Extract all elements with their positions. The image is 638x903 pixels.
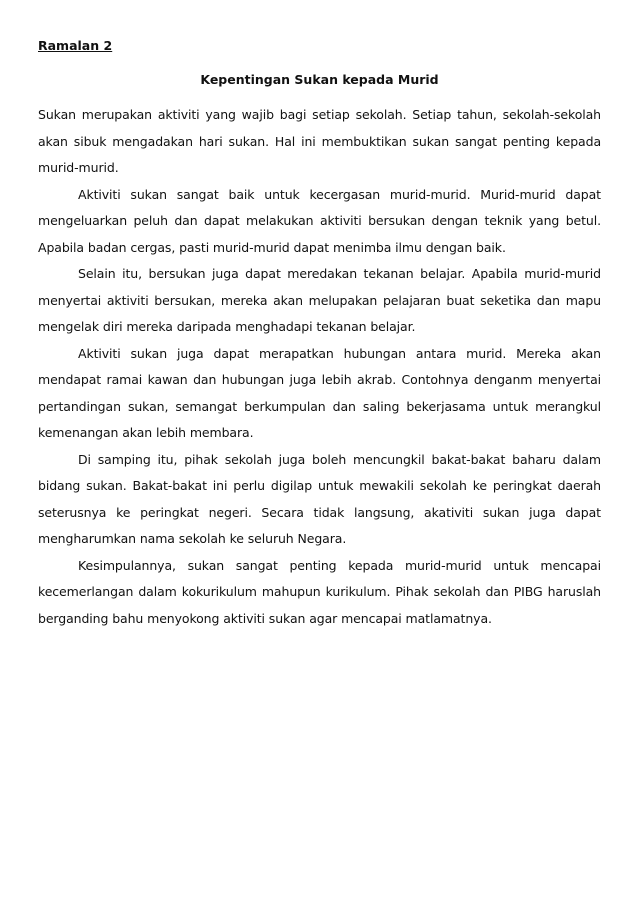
paragraph-stress: Selain itu, bersukan juga dapat meredakan tekanan belajar. Apabila murid-murid menyertai aktiviti bersukan, mereka akan melupakan pelajaran buat seketika dan mapu mengelak diri mereka daripada menghadapi tekanan belajar. bbox=[38, 266, 601, 334]
paragraph-relationships: Aktiviti sukan juga dapat merapatkan hubungan antara murid. Mereka akan mendapat ramai kawan dan hubungan juga lebih akrab. Contohnya denganm menyertai pertandingan sukan, semangat berkumpulan dan saling bekerjasama untuk merangkul kemenangan akan lebih membara. bbox=[38, 345, 601, 440]
essay-label: Ramalan 2 bbox=[38, 38, 113, 53]
essay-body bbox=[38, 102, 601, 632]
paragraph-conclusion: Kesimpulannya, sukan sangat penting kepada murid-murid untuk mencapai kecemerlangan dalam kokurikulum mahupun kurikulum. Pihak sekolah dan PIBG haruslah berganding bahu menyokong aktiviti sukan agar mencapai matlamatnya. bbox=[38, 557, 601, 626]
paragraph-intro: Sukan merupakan aktiviti yang wajib bagi setiap sekolah. Setiap tahun, sekolah-sekolah akan sibuk mengadakan hari sukan. Hal ini membuktikan sukan sangat penting kepada murid-murid. bbox=[38, 107, 601, 175]
paragraph-talent: Di samping itu, pihak sekolah juga boleh mencungkil bakat-bakat baharu dalam bidang sukan. Bakat-bakat ini perlu digilap untuk mewakili sekolah ke peringkat daerah seterusnya ke peringkat negeri. Secara tidak langsung, akativiti sukan juga dapat mengharumkan nama sekolah ke seluruh Negara. bbox=[38, 451, 601, 546]
paragraph-fitness: Aktiviti sukan sangat baik untuk kecergasan murid-murid. Murid-murid dapat mengeluarkan peluh dan dapat melakukan aktiviti bersukan dengan teknik yang betul. Apabila badan cergas, pasti murid-murid dapat menimba ilmu dengan baik. bbox=[38, 186, 601, 255]
essay-title: Kepentingan Sukan kepada Murid bbox=[200, 72, 439, 87]
